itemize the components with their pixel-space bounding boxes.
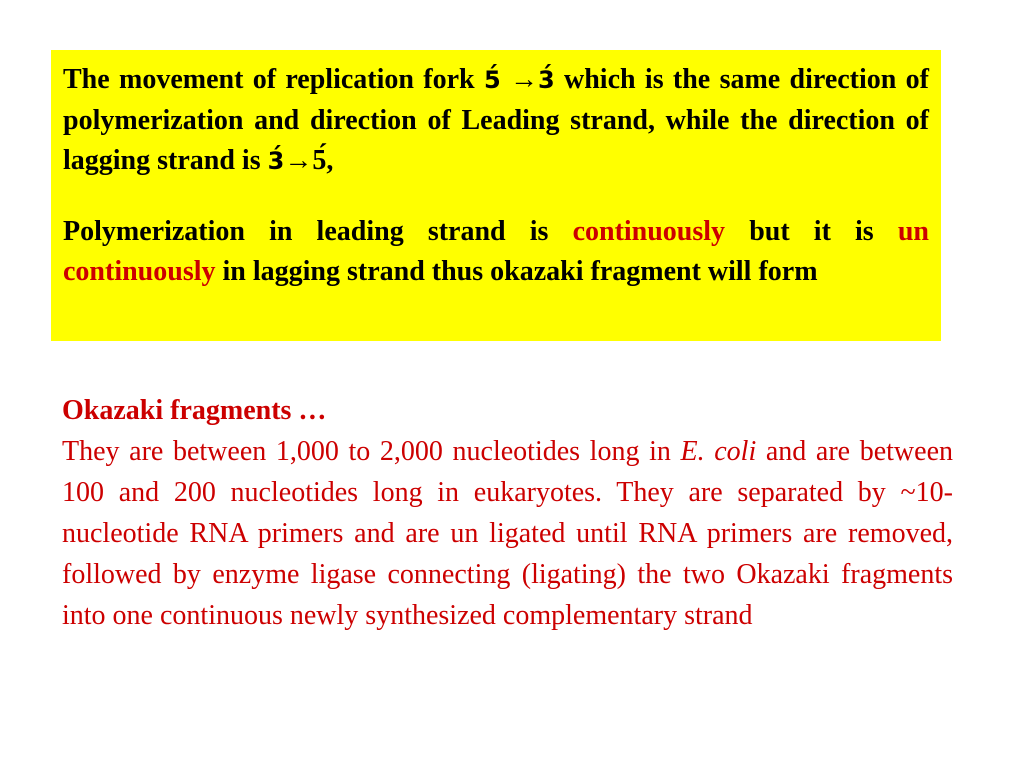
text-run: which is the same direction of polymerization and direction of Leading strand, while the direction of lagging strand is — [63, 64, 929, 176]
text-run: in lagging strand thus okazaki fragment will form — [215, 256, 818, 287]
three-prime-label: 3́ — [267, 147, 285, 175]
okazaki-heading: Okazaki fragments … — [62, 395, 327, 426]
text-run: They are between 1,000 to 2,000 nucleotides long in — [62, 436, 681, 467]
polymerization-paragraph — [63, 212, 929, 293]
text-run: and are between 100 and 200 nucleotides long in eukaryotes. They are separated by ~10-nucleotide RNA primers and are un ligated until RNA primers are removed, followed by enzyme ligase connecting (ligating) the two Okazaki fragments into one continuous newly synthesized complementary strand — [62, 436, 953, 631]
three-prime-label: 3́ — [537, 66, 555, 94]
un-continuously-highlight: un continuously — [63, 215, 929, 287]
replication-direction-paragraph — [63, 60, 929, 182]
continuously-highlight: continuously — [572, 215, 726, 247]
okazaki-section — [62, 390, 953, 636]
arrow-symbol: → — [500, 64, 538, 95]
okazaki-body — [62, 431, 953, 636]
arrow-five-prime-label: →5́, — [284, 145, 334, 176]
replication-fork-callout — [51, 50, 941, 341]
text-run: Polymerization in leading strand is — [63, 215, 573, 247]
text-run: The movement of replication fork — [63, 64, 484, 95]
e-coli-term: E. coli — [680, 436, 757, 467]
five-prime-label: 5́ — [483, 66, 501, 94]
text-run: but it is — [725, 215, 898, 247]
